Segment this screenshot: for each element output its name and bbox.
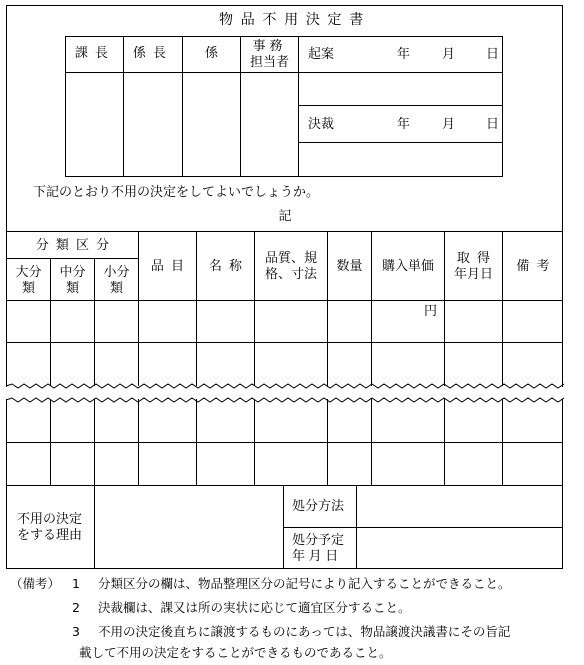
clerk-label-1: 事務 <box>252 39 287 54</box>
note-1-text: 分類区分の欄は、物品整理区分の記号により記入することができること。 <box>98 576 511 591</box>
medium-class-header-1: 中分 <box>59 265 86 280</box>
large-class-header-2: 類 <box>21 281 35 296</box>
classification-header: 分類区分 <box>35 238 117 253</box>
intro-text: 下記のとおり不用の決定をしてよいでしょうか。 <box>33 185 320 200</box>
note-2-num: 2 <box>72 600 80 615</box>
note-3-text: 不用の決定後直ちに譲渡するものにあっては、物品譲渡決議書にその旨記 <box>98 624 511 639</box>
quality-header-1: 品質、規 <box>264 251 317 266</box>
reason-label-2: をする理由 <box>17 528 83 543</box>
kessai-year: 年 <box>397 117 411 132</box>
kian-year: 年 <box>397 47 411 62</box>
form-title: 物品不用決定書 <box>219 12 371 28</box>
lower-form-frame <box>6 399 563 569</box>
notes-label: （備考） <box>10 576 61 591</box>
large-class-header-1: 大分 <box>15 265 42 280</box>
clerk-label-2: 担当者 <box>249 55 289 70</box>
note-3-num: 3 <box>72 624 80 639</box>
medium-class-header-2: 類 <box>65 281 79 296</box>
kakaricho-label: 係長 <box>132 46 174 61</box>
kian-label: 起案 <box>308 47 335 62</box>
ki-label: 記 <box>278 209 292 224</box>
reason-label-1: 不用の決定 <box>17 512 83 527</box>
name-header: 名称 <box>208 259 250 274</box>
quality-header-2: 格、寸法 <box>264 267 317 282</box>
acquired-header-2: 年月日 <box>453 267 493 282</box>
planned-label-2: 年月日 <box>292 549 342 564</box>
method-label: 処分方法 <box>292 499 345 514</box>
note-1-num: 1 <box>72 576 80 591</box>
kian-day: 日 <box>486 47 500 62</box>
planned-label-1: 処分予定 <box>292 533 345 548</box>
remarks-header: 備考 <box>516 259 557 274</box>
small-class-header-1: 小分 <box>103 265 130 280</box>
kian-month: 月 <box>442 47 456 62</box>
kacho-label: 課長 <box>74 46 116 61</box>
small-class-header-2: 類 <box>109 281 123 296</box>
kessai-month: 月 <box>442 117 456 132</box>
item-header: 品目 <box>150 259 192 274</box>
kakari-label: 係 <box>204 46 218 61</box>
acquired-header-1: 取得 <box>456 251 498 266</box>
note-2-text: 決裁欄は、課又は所の実状に応じて適宜区分すること。 <box>98 600 411 615</box>
unit-price-header: 購入単価 <box>381 259 434 274</box>
quantity-header: 数量 <box>336 259 363 274</box>
kessai-label: 決裁 <box>308 117 335 132</box>
note-3-text-cont: 載して不用の決定をすることができるものであること。 <box>79 645 392 660</box>
yen-unit: 円 <box>424 304 438 319</box>
kessai-day: 日 <box>486 117 500 132</box>
